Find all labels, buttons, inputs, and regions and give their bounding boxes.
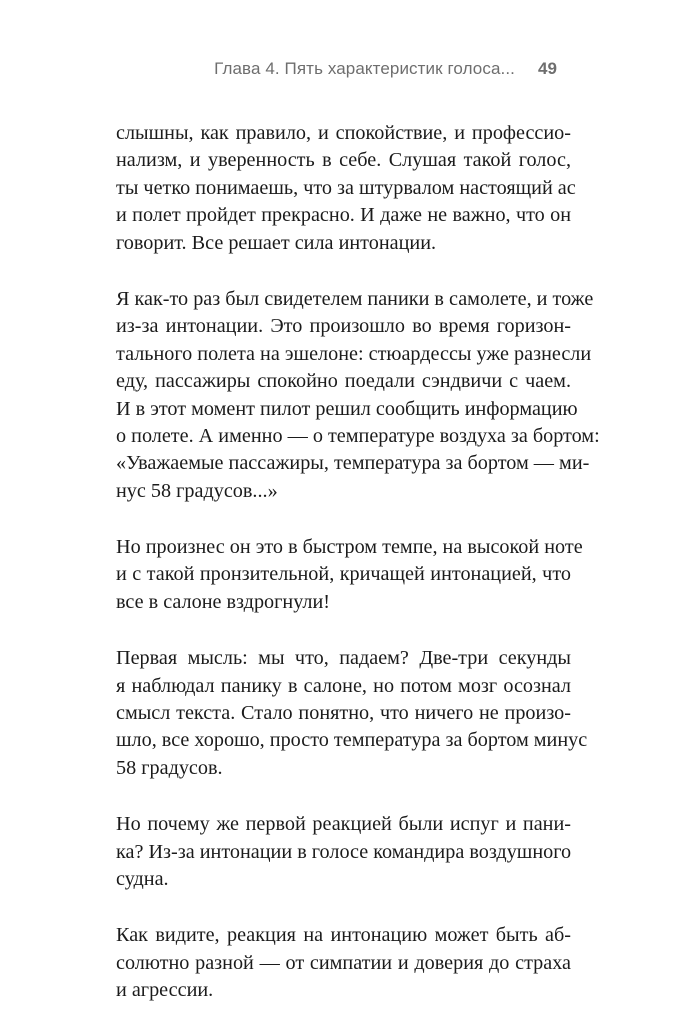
paragraph	[116, 534, 583, 616]
text-line: судна.	[116, 867, 169, 890]
text-line: солютно разной — от симпатии и доверия до страха	[116, 951, 571, 974]
text-line: и с такой пронзительной, кричащей интонацией, что	[116, 563, 571, 586]
text-line: и агрессии.	[116, 979, 214, 1002]
text-line: все в салоне вздрогнули!	[116, 590, 331, 613]
text-line: Но почему же первой реакцией были испуг и пани-	[116, 813, 571, 836]
body-text	[116, 120, 600, 1034]
text-line: слышны, как правило, и спокойствие, и профессио-	[116, 122, 571, 144]
text-line: ты четко понимаешь, что за штурвалом настоящий ас	[116, 176, 576, 199]
text-line: Но произнес он это в быстром темпе, на высокой ноте	[116, 536, 583, 559]
text-line: Я как-то раз был свидетелем паники в самолете, и тоже	[116, 287, 594, 310]
text-line: И в этот момент пилот решил сообщить информацию	[116, 397, 578, 420]
text-line: ка? Из-за интонации в голосе командира воздушного	[116, 840, 572, 863]
page-number: 49	[538, 59, 557, 78]
text-line: смысл текста. Стало понятно, что ничего не произо-	[116, 702, 571, 725]
text-line: нализм, и уверенность в себе. Слушая такой голос,	[116, 149, 571, 172]
paragraph	[116, 286, 600, 505]
chapter-title: Глава 4. Пять характеристик голоса...	[214, 59, 515, 78]
text-line: я наблюдал панику в салоне, но потом мозг осознал	[116, 674, 571, 697]
paragraph	[116, 922, 571, 1004]
text-line: Первая мысль: мы что, падаем? Две-три секунды	[116, 647, 571, 670]
text-line: тального полета на эшелоне: стюардессы уже разнесли	[116, 342, 592, 365]
paragraph	[116, 120, 576, 257]
text-line: о полете. А именно — о температуре воздуха за бортом:	[116, 424, 600, 447]
text-line: нус 58 градусов...»	[116, 479, 278, 502]
text-line: говорит. Все решает сила интонации.	[116, 231, 437, 254]
text-line: «Уважаемые пассажиры, температура за бортом — ми-	[116, 452, 590, 475]
text-line: 58 градусов.	[116, 756, 223, 779]
paragraph	[116, 811, 571, 893]
paragraph	[116, 645, 588, 782]
text-line: Как видите, реакция на интонацию может быть аб-	[116, 924, 571, 947]
text-line: и полет пройдет прекрасно. И даже не важно, что он	[116, 204, 571, 227]
running-header	[0, 55, 680, 85]
text-line: шло, все хорошо, просто температура за бортом минус	[116, 729, 588, 752]
text-line: еду, пассажиры спокойно поедали сэндвичи с чаем.	[116, 370, 571, 393]
text-line: из-за интонации. Это произошло во время горизон-	[116, 315, 571, 338]
